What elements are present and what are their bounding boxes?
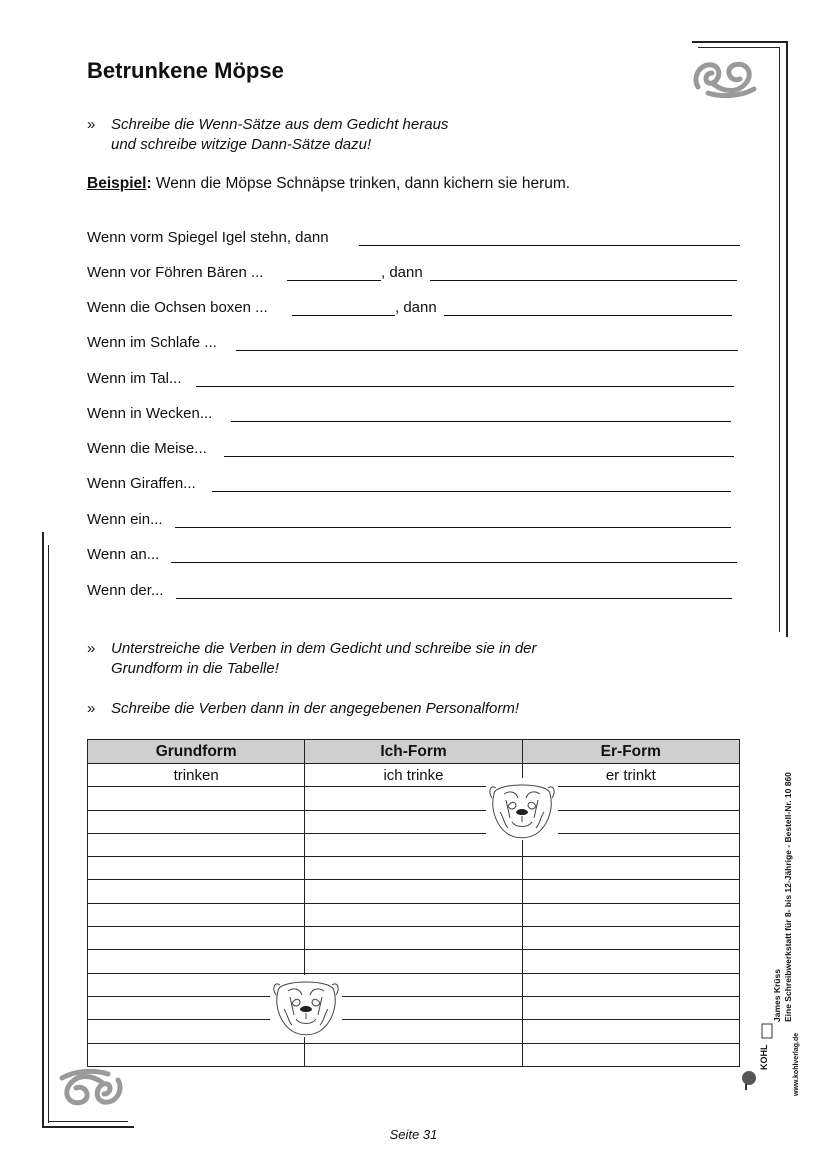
instruction (87, 699, 519, 719)
sentence-prompt: Wenn vor Föhren Bären ... (87, 264, 264, 281)
table-cell[interactable] (88, 857, 305, 880)
ornament-icon (56, 1068, 126, 1110)
answer-line[interactable] (176, 598, 732, 599)
sentence-prompt: Wenn die Ochsen boxen ... (87, 299, 268, 316)
frame-line (779, 47, 780, 632)
table-row (88, 764, 740, 787)
table-cell[interactable] (88, 950, 305, 973)
example-label: Beispiel (87, 175, 147, 192)
pug-icon (486, 778, 558, 840)
table-row[interactable] (88, 1020, 740, 1043)
sidebar-author: James Krüss (772, 969, 782, 1022)
answer-line[interactable] (196, 386, 734, 387)
column-header-ich-form: Ich-Form (305, 740, 522, 764)
table-cell: trinken (88, 764, 305, 787)
sentence-prompt: Wenn die Meise... (87, 440, 207, 457)
example-colon: : (146, 175, 152, 192)
bullet: » (87, 116, 96, 133)
table-row[interactable] (88, 996, 740, 1019)
table-cell[interactable] (88, 787, 305, 810)
table-row[interactable] (88, 833, 740, 856)
table-row[interactable] (88, 880, 740, 903)
verb-table (87, 739, 740, 1067)
answer-line[interactable] (231, 421, 731, 422)
table-row[interactable] (88, 903, 740, 926)
ornament-icon (690, 57, 760, 99)
table-cell[interactable] (88, 880, 305, 903)
answer-line[interactable] (175, 527, 731, 528)
instruction (87, 115, 448, 155)
table-cell[interactable] (305, 857, 522, 880)
frame-line (48, 545, 49, 1123)
sentence-prompt: Wenn ein... (87, 511, 163, 528)
sentence-prompt: Wenn in Wecken... (87, 405, 213, 422)
table-cell[interactable] (522, 996, 739, 1019)
answer-line[interactable] (224, 456, 734, 457)
table-row[interactable] (88, 950, 740, 973)
table-row[interactable] (88, 787, 740, 810)
table-cell[interactable] (305, 903, 522, 926)
table-cell[interactable] (305, 927, 522, 950)
bullet: » (87, 640, 96, 657)
table-cell[interactable] (88, 810, 305, 833)
column-header-grundform: Grundform (88, 740, 305, 764)
table-cell[interactable] (522, 1043, 739, 1066)
sentence-prompt: Wenn an... (87, 546, 160, 563)
publisher-name: KOHL (759, 1044, 769, 1070)
frame-line (42, 532, 44, 1128)
instruction-text: Schreibe die Wenn-Sätze aus dem Gedicht heraus und schreibe witzige Dann-Sätze dazu! (111, 116, 449, 153)
sentence-prompt: Wenn im Tal... (87, 370, 182, 387)
bullet: » (87, 700, 96, 717)
answer-line[interactable] (212, 491, 731, 492)
table-cell[interactable] (305, 950, 522, 973)
table-cell[interactable] (522, 950, 739, 973)
answer-line[interactable] (171, 562, 737, 563)
table-cell[interactable] (305, 880, 522, 903)
instruction-text: Schreibe die Verben dann in der angegebenen Personalform! (111, 700, 520, 717)
table-cell[interactable] (522, 927, 739, 950)
dann-label: , dann (395, 299, 437, 316)
sentence-prompt: Wenn im Schlafe ... (87, 334, 217, 351)
instruction-text: Unterstreiche die Verben in dem Gedicht und schreibe sie in der Grundform in die Tabelle! (111, 640, 537, 677)
table-cell[interactable] (88, 903, 305, 926)
table-cell[interactable] (88, 927, 305, 950)
table-row[interactable] (88, 1043, 740, 1066)
frame-line (786, 41, 788, 637)
sentence-prompt: Wenn Giraffen... (87, 475, 196, 492)
answer-line[interactable] (444, 315, 732, 316)
instruction (87, 639, 537, 679)
table-cell[interactable] (522, 880, 739, 903)
answer-line[interactable] (287, 280, 381, 281)
answer-line[interactable] (236, 350, 738, 351)
pug-icon (270, 975, 342, 1037)
table-cell[interactable] (88, 833, 305, 856)
column-header-er-form: Er-Form (522, 740, 739, 764)
table-header-row (88, 740, 740, 764)
answer-line[interactable] (430, 280, 737, 281)
page-title: Betrunkene Möpse (87, 58, 284, 83)
example-text: Wenn die Möpse Schnäpse trinken, dann kichern sie herum. (151, 175, 571, 192)
table-cell[interactable] (88, 1043, 305, 1066)
frame-line (698, 47, 780, 48)
table-cell: ich trinke (305, 764, 522, 787)
table-cell[interactable] (522, 857, 739, 880)
table-cell[interactable] (522, 903, 739, 926)
sentence-prompt: Wenn der... (87, 582, 164, 599)
sentence-prompt: Wenn vorm Spiegel Igel stehn, dann (87, 229, 329, 246)
answer-line[interactable] (359, 245, 740, 246)
dann-label: , dann (381, 264, 423, 281)
table-row[interactable] (88, 973, 740, 996)
table-cell[interactable] (305, 1043, 522, 1066)
frame-line (48, 1121, 128, 1122)
example-sentence (87, 175, 570, 193)
table-cell: er trinkt (522, 764, 739, 787)
table-cell[interactable] (522, 973, 739, 996)
table-row[interactable] (88, 927, 740, 950)
table-row[interactable] (88, 810, 740, 833)
table-row[interactable] (88, 857, 740, 880)
frame-line (692, 41, 786, 43)
sidebar-title: Eine Schreibwerkstatt für 8- bis 12-Jährige - Bestell-Nr. 10 860 (783, 772, 793, 1022)
answer-line[interactable] (292, 315, 395, 316)
table-cell[interactable] (522, 1020, 739, 1043)
sidebar-website: www.kohlverlag.de (793, 1032, 800, 1096)
page-number: Seite 31 (389, 1127, 438, 1142)
